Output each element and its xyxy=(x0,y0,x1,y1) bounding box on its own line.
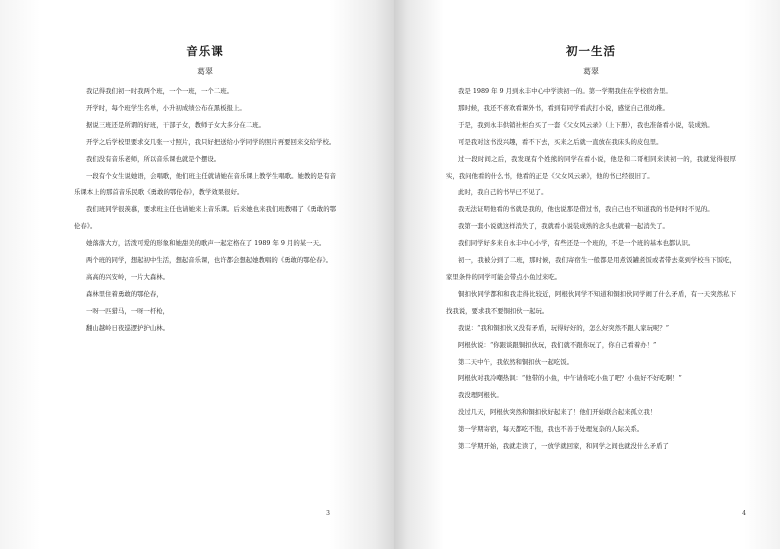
paragraph: 开学之后学校里要求交几张一寸照片，我只好把送给小学同学的照片再要回来交给学校。 xyxy=(86,137,336,146)
paragraph: 阿根伙说：“你跟谈跟铜扣伙玩，我们就不跟你玩了，你自己看着办！” xyxy=(458,340,657,349)
paragraph: 可是我对这书没兴趣，看不下去，买来之后就一直放在我床头的皮包里。 xyxy=(458,137,663,146)
right-page xyxy=(394,0,780,549)
lyric-line: 高高的兴安岭，一片大森林。 xyxy=(86,272,170,281)
paragraph: 我记得我们初一时我两个班，一个一班，一个二班。 xyxy=(86,87,233,95)
paragraph: 那时候，我还不喜欢看课外书，看到有同学看武打小说，感觉自己很幼稚。 xyxy=(458,103,669,112)
page-body xyxy=(446,83,736,455)
author-name: 葛翠 xyxy=(197,67,213,76)
paragraph: 第一学期寄宿，每天都吃不饱，我也不善于处理复杂的人际关系。 xyxy=(458,425,644,434)
paragraph: 我们班同学很羡慕，要求班主任也请她来上音乐课。后来她也来我们班教唱了《勇敢的鄂伦春》。 xyxy=(74,205,336,231)
paragraph: 我无法证明他看的书就是我的，他也说那是借过书，我自己也不知道我的书是何时不见的。 xyxy=(458,205,714,214)
page-body xyxy=(74,83,336,337)
paragraph: 没过几天，阿根伙突然和铜扣伙好起来了！他们开始联合起来孤立我！ xyxy=(458,408,657,417)
paragraph: 一段有个女生说她语，会唱歌，他们班主任就请她在音乐课上教学生唱歌。她教的是有音乐课本上的那首音乐民歌《勇敢的鄂伦春》，教学效果很好。 xyxy=(74,171,336,197)
page-number: 3 xyxy=(326,510,330,517)
paragraph: 开学时，每个班学生名单，小升初成绩公布在黑板报上。 xyxy=(86,103,246,112)
page-title: 音乐课 xyxy=(186,44,224,58)
paragraph: 过一段时间之后，我发现有个姓熊的同学在看小说，他是和二哥相同来读初一的，我就觉得很厚实，我问他看的什么书，他看的正是《父女风云录》，他的书已经很旧了。 xyxy=(446,154,736,180)
paragraph: 她落落大方，活泼可爱的形象和她甜美的歌声一起定格在了 1989 年 9 月的某一天。 xyxy=(86,239,326,248)
paragraph: 铜扣伙同学都和和我走得比较近，阿根伙同学不知道和铜扣伙同学闹了什么矛盾，有一天突然私下找我说，要求我不要铜扣伙一起玩。 xyxy=(446,289,736,315)
paragraph: 我没理阿根伙。 xyxy=(458,391,503,400)
paragraph: 于是，我到永丰供销社柜台买了一套《父女风云录》（上下册），我也准备看小说，装成熟。 xyxy=(458,120,714,129)
paragraph: 阿根伙对我冷嘲热讽：“他带的小鱼，中午请你吃小鱼了吧？小鱼好不好吃啊！” xyxy=(458,374,682,383)
author-name: 葛翠 xyxy=(583,67,599,76)
paragraph: 第二天中午，我依然和铜扣伙一起吃饭。 xyxy=(458,357,574,366)
paragraph: 第二学期开始，我就走读了，一放学就回家，和同学之间也就没什么矛盾了 xyxy=(458,442,669,451)
paragraph: 我们没有音乐老师，所以音乐课也就是个摆设。 xyxy=(86,154,221,163)
paragraph: 我说：“我和铜扣伙又没有矛盾，玩得好好的，怎么好突然不跟人家玩呢？” xyxy=(458,323,670,332)
paragraph: 我们同学好多来自永丰中心小学，有些还是一个班的，不是一个班的基本也都认识。 xyxy=(458,239,695,248)
paragraph: 两个班的同学，想起初中生活，想起音乐课，也许都会想起她教唱的《勇敢的鄂伦春》。 xyxy=(86,256,333,265)
paragraph: 我第一套小说就这样消失了，我就看小说装成熟的念头也就着一起消失了。 xyxy=(458,222,669,231)
lyric-line: 翻山越岭日夜巡逻护护山林。 xyxy=(86,323,170,332)
paragraph: 初一，我被分到了二班，那时候，我们寄宿生一般都是用煮饭罐煮饭或者带去菜到学校当下饭吃，家里条件的同学可能会带点小鱼过来吃。 xyxy=(446,256,736,281)
page-number: 4 xyxy=(742,510,746,517)
page-title: 初一生活 xyxy=(566,44,616,58)
paragraph: 此时，我自己的书早已不见了。 xyxy=(458,188,548,197)
lyric-line: 森林里住着勇敢的鄂伦春， xyxy=(86,289,163,298)
paragraph: 我是 1989 年 9 月到永丰中心中学读初一的。第一学期我住在学校宿舍里。 xyxy=(458,87,672,95)
paragraph: 据说三班还是所谓的好班，干部子女，教师子女大多分在二班。 xyxy=(86,120,265,129)
lyric-line: 一呀一匹猎马，一呀一杆枪， xyxy=(86,306,170,315)
